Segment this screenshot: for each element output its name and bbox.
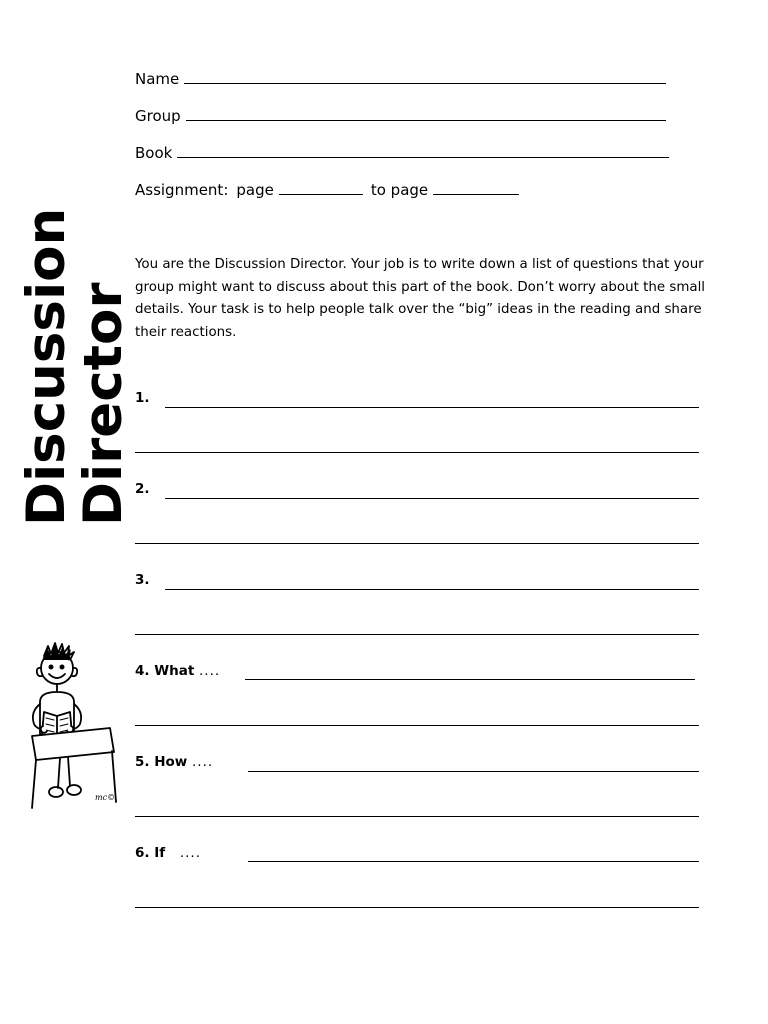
book-label: Book xyxy=(135,144,173,162)
question-3-line-2[interactable] xyxy=(135,634,699,635)
question-1-number: 1. xyxy=(135,390,150,406)
question-2-line-2[interactable] xyxy=(135,543,699,544)
assignment-field-row xyxy=(135,181,519,199)
question-6-prompt: 6. If .... xyxy=(135,845,202,861)
name-field-row xyxy=(135,70,666,88)
side-title-line1: Discussion xyxy=(16,207,77,526)
question-5-prompt: 5. How .... xyxy=(135,754,214,770)
name-blank[interactable] xyxy=(184,71,666,84)
name-label: Name xyxy=(135,70,180,88)
group-blank[interactable] xyxy=(186,108,666,121)
instructions-text: You are the Discussion Director. Your job is to write down a list of questions that your group might want to discuss about this part of the book. Don’t worry about the small details. Your task is to help people talk over the “big” ideas in the reading and share their reactions. xyxy=(135,257,706,340)
page-label: page xyxy=(236,181,274,199)
group-label: Group xyxy=(135,107,181,125)
question-6-line-2[interactable] xyxy=(135,907,699,908)
side-title xyxy=(18,208,132,526)
question-5-line-2[interactable] xyxy=(135,816,699,817)
book-field-row xyxy=(135,144,669,162)
question-3-line-1[interactable] xyxy=(165,589,699,590)
side-title-line2: Director xyxy=(73,282,134,526)
question-4-prompt: 4. What .... xyxy=(135,663,221,679)
kid-reading-illustration xyxy=(24,640,124,810)
to-page-label: to page xyxy=(370,181,429,199)
question-2-line-1[interactable] xyxy=(165,498,699,499)
book-blank[interactable] xyxy=(177,145,669,158)
question-6-line-1[interactable] xyxy=(248,861,699,862)
question-3-number: 3. xyxy=(135,572,150,588)
question-4-line-1[interactable] xyxy=(245,679,695,680)
end-page-blank[interactable] xyxy=(433,182,519,195)
question-4-line-2[interactable] xyxy=(135,725,699,726)
start-page-blank[interactable] xyxy=(279,182,363,195)
artist-mark: mc© xyxy=(95,793,116,802)
question-1-line-1[interactable] xyxy=(165,407,699,408)
question-1-line-2[interactable] xyxy=(135,452,699,453)
assignment-label: Assignment: xyxy=(135,181,229,199)
question-5-line-1[interactable] xyxy=(248,771,699,772)
question-2-number: 2. xyxy=(135,481,150,497)
group-field-row xyxy=(135,107,666,125)
